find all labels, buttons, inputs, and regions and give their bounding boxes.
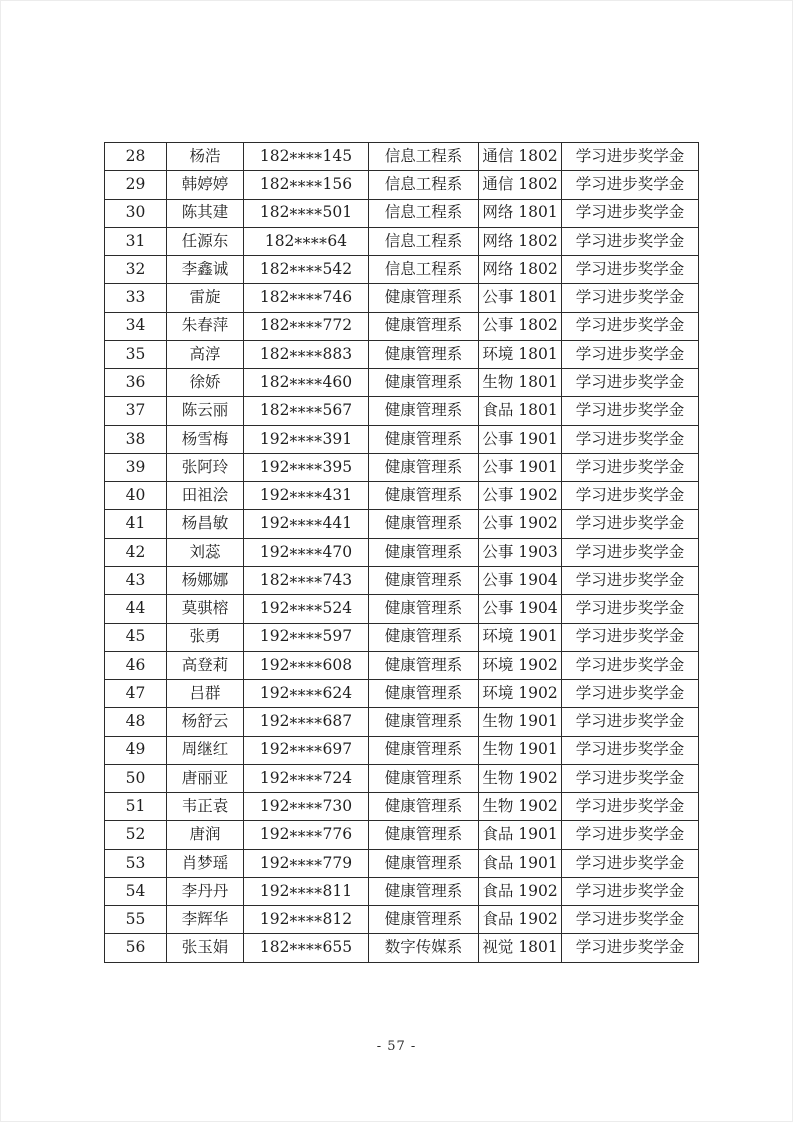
cell-no: 36 bbox=[105, 369, 167, 397]
cell-department: 信息工程系 bbox=[369, 171, 479, 199]
table-row bbox=[105, 143, 699, 171]
cell-class: 公事 1901 bbox=[479, 425, 562, 453]
cell-department: 信息工程系 bbox=[369, 227, 479, 255]
cell-class: 生物 1901 bbox=[479, 736, 562, 764]
cell-student_id: 192****776 bbox=[244, 821, 369, 849]
cell-no: 40 bbox=[105, 482, 167, 510]
table-row bbox=[105, 566, 699, 594]
cell-student_id: 182****743 bbox=[244, 566, 369, 594]
cell-class: 公事 1904 bbox=[479, 566, 562, 594]
cell-award: 学习进步奖学金 bbox=[562, 143, 699, 171]
cell-student_id: 192****697 bbox=[244, 736, 369, 764]
table-row bbox=[105, 538, 699, 566]
cell-student_id: 192****597 bbox=[244, 623, 369, 651]
cell-no: 31 bbox=[105, 227, 167, 255]
cell-award: 学习进步奖学金 bbox=[562, 227, 699, 255]
cell-award: 学习进步奖学金 bbox=[562, 340, 699, 368]
table-row bbox=[105, 934, 699, 963]
cell-name: 刘蕊 bbox=[167, 538, 244, 566]
cell-class: 生物 1902 bbox=[479, 764, 562, 792]
cell-award: 学习进步奖学金 bbox=[562, 566, 699, 594]
cell-department: 健康管理系 bbox=[369, 453, 479, 481]
table-row bbox=[105, 397, 699, 425]
cell-no: 37 bbox=[105, 397, 167, 425]
cell-name: 杨舒云 bbox=[167, 708, 244, 736]
cell-award: 学习进步奖学金 bbox=[562, 256, 699, 284]
cell-class: 生物 1801 bbox=[479, 369, 562, 397]
cell-award: 学习进步奖学金 bbox=[562, 284, 699, 312]
cell-department: 健康管理系 bbox=[369, 595, 479, 623]
cell-student_id: 182****746 bbox=[244, 284, 369, 312]
table-row bbox=[105, 736, 699, 764]
cell-award: 学习进步奖学金 bbox=[562, 708, 699, 736]
table-row bbox=[105, 199, 699, 227]
cell-name: 张阿玲 bbox=[167, 453, 244, 481]
cell-no: 32 bbox=[105, 256, 167, 284]
cell-name: 李丹丹 bbox=[167, 877, 244, 905]
cell-class: 食品 1901 bbox=[479, 849, 562, 877]
cell-name: 陈其建 bbox=[167, 199, 244, 227]
table-row bbox=[105, 284, 699, 312]
cell-no: 33 bbox=[105, 284, 167, 312]
cell-name: 田祖浍 bbox=[167, 482, 244, 510]
cell-student_id: 182****772 bbox=[244, 312, 369, 340]
table-row bbox=[105, 256, 699, 284]
cell-award: 学习进步奖学金 bbox=[562, 425, 699, 453]
cell-department: 健康管理系 bbox=[369, 340, 479, 368]
cell-no: 42 bbox=[105, 538, 167, 566]
cell-student_id: 182****542 bbox=[244, 256, 369, 284]
cell-department: 信息工程系 bbox=[369, 199, 479, 227]
cell-award: 学习进步奖学金 bbox=[562, 934, 699, 963]
table-row bbox=[105, 595, 699, 623]
table-row bbox=[105, 171, 699, 199]
cell-name: 朱春萍 bbox=[167, 312, 244, 340]
cell-no: 51 bbox=[105, 793, 167, 821]
cell-name: 韦正袁 bbox=[167, 793, 244, 821]
cell-department: 健康管理系 bbox=[369, 708, 479, 736]
table-row bbox=[105, 764, 699, 792]
cell-department: 健康管理系 bbox=[369, 566, 479, 594]
cell-student_id: 192****441 bbox=[244, 510, 369, 538]
cell-name: 肖梦瑶 bbox=[167, 849, 244, 877]
cell-class: 环境 1901 bbox=[479, 623, 562, 651]
cell-no: 53 bbox=[105, 849, 167, 877]
cell-award: 学习进步奖学金 bbox=[562, 623, 699, 651]
cell-department: 健康管理系 bbox=[369, 538, 479, 566]
table-row bbox=[105, 425, 699, 453]
table-row bbox=[105, 369, 699, 397]
cell-class: 公事 1902 bbox=[479, 482, 562, 510]
cell-no: 55 bbox=[105, 906, 167, 934]
cell-department: 健康管理系 bbox=[369, 651, 479, 679]
cell-name: 李辉华 bbox=[167, 906, 244, 934]
cell-name: 任源东 bbox=[167, 227, 244, 255]
cell-department: 健康管理系 bbox=[369, 793, 479, 821]
cell-no: 29 bbox=[105, 171, 167, 199]
cell-no: 46 bbox=[105, 651, 167, 679]
table-row bbox=[105, 340, 699, 368]
cell-department: 健康管理系 bbox=[369, 877, 479, 905]
cell-class: 环境 1902 bbox=[479, 680, 562, 708]
cell-class: 网络 1801 bbox=[479, 199, 562, 227]
cell-student_id: 192****779 bbox=[244, 849, 369, 877]
cell-class: 公事 1904 bbox=[479, 595, 562, 623]
cell-student_id: 182****460 bbox=[244, 369, 369, 397]
cell-no: 35 bbox=[105, 340, 167, 368]
cell-award: 学习进步奖学金 bbox=[562, 764, 699, 792]
cell-student_id: 182****567 bbox=[244, 397, 369, 425]
table-row bbox=[105, 482, 699, 510]
cell-name: 莫骐榕 bbox=[167, 595, 244, 623]
cell-class: 视觉 1801 bbox=[479, 934, 562, 963]
cell-award: 学习进步奖学金 bbox=[562, 651, 699, 679]
cell-department: 健康管理系 bbox=[369, 312, 479, 340]
cell-name: 高登莉 bbox=[167, 651, 244, 679]
cell-student_id: 182****883 bbox=[244, 340, 369, 368]
cell-no: 39 bbox=[105, 453, 167, 481]
cell-class: 网络 1802 bbox=[479, 227, 562, 255]
cell-department: 信息工程系 bbox=[369, 143, 479, 171]
cell-department: 健康管理系 bbox=[369, 482, 479, 510]
cell-name: 雷旋 bbox=[167, 284, 244, 312]
cell-student_id: 182****501 bbox=[244, 199, 369, 227]
cell-class: 网络 1802 bbox=[479, 256, 562, 284]
cell-class: 公事 1802 bbox=[479, 312, 562, 340]
cell-department: 健康管理系 bbox=[369, 397, 479, 425]
cell-no: 38 bbox=[105, 425, 167, 453]
cell-class: 食品 1901 bbox=[479, 821, 562, 849]
cell-student_id: 192****608 bbox=[244, 651, 369, 679]
cell-name: 唐润 bbox=[167, 821, 244, 849]
cell-no: 47 bbox=[105, 680, 167, 708]
cell-name: 高淳 bbox=[167, 340, 244, 368]
cell-department: 健康管理系 bbox=[369, 425, 479, 453]
table-row bbox=[105, 849, 699, 877]
table-row bbox=[105, 312, 699, 340]
cell-class: 生物 1901 bbox=[479, 708, 562, 736]
cell-class: 环境 1801 bbox=[479, 340, 562, 368]
cell-award: 学习进步奖学金 bbox=[562, 171, 699, 199]
table-row bbox=[105, 708, 699, 736]
cell-award: 学习进步奖学金 bbox=[562, 538, 699, 566]
cell-award: 学习进步奖学金 bbox=[562, 312, 699, 340]
cell-department: 健康管理系 bbox=[369, 680, 479, 708]
cell-no: 44 bbox=[105, 595, 167, 623]
cell-class: 公事 1902 bbox=[479, 510, 562, 538]
cell-award: 学习进步奖学金 bbox=[562, 453, 699, 481]
cell-no: 50 bbox=[105, 764, 167, 792]
cell-student_id: 192****730 bbox=[244, 793, 369, 821]
cell-class: 生物 1902 bbox=[479, 793, 562, 821]
cell-class: 公事 1903 bbox=[479, 538, 562, 566]
cell-department: 信息工程系 bbox=[369, 256, 479, 284]
cell-award: 学习进步奖学金 bbox=[562, 369, 699, 397]
cell-student_id: 192****687 bbox=[244, 708, 369, 736]
cell-name: 周继红 bbox=[167, 736, 244, 764]
scholarship-table bbox=[104, 142, 699, 963]
cell-department: 健康管理系 bbox=[369, 623, 479, 651]
cell-name: 李鑫诚 bbox=[167, 256, 244, 284]
cell-no: 52 bbox=[105, 821, 167, 849]
cell-department: 健康管理系 bbox=[369, 764, 479, 792]
cell-class: 环境 1902 bbox=[479, 651, 562, 679]
cell-name: 杨浩 bbox=[167, 143, 244, 171]
cell-department: 健康管理系 bbox=[369, 736, 479, 764]
cell-student_id: 192****812 bbox=[244, 906, 369, 934]
cell-award: 学习进步奖学金 bbox=[562, 877, 699, 905]
table-row bbox=[105, 906, 699, 934]
table-row bbox=[105, 510, 699, 538]
cell-student_id: 192****811 bbox=[244, 877, 369, 905]
cell-no: 54 bbox=[105, 877, 167, 905]
cell-name: 杨雪梅 bbox=[167, 425, 244, 453]
cell-no: 49 bbox=[105, 736, 167, 764]
table-row bbox=[105, 821, 699, 849]
table-row bbox=[105, 793, 699, 821]
cell-name: 杨昌敏 bbox=[167, 510, 244, 538]
table-row bbox=[105, 877, 699, 905]
cell-student_id: 192****431 bbox=[244, 482, 369, 510]
cell-name: 杨娜娜 bbox=[167, 566, 244, 594]
cell-no: 34 bbox=[105, 312, 167, 340]
cell-department: 健康管理系 bbox=[369, 369, 479, 397]
table-row bbox=[105, 680, 699, 708]
cell-student_id: 182****145 bbox=[244, 143, 369, 171]
cell-class: 公事 1801 bbox=[479, 284, 562, 312]
cell-name: 韩婷婷 bbox=[167, 171, 244, 199]
cell-no: 48 bbox=[105, 708, 167, 736]
cell-no: 28 bbox=[105, 143, 167, 171]
cell-name: 张玉娟 bbox=[167, 934, 244, 963]
cell-class: 食品 1801 bbox=[479, 397, 562, 425]
table-row bbox=[105, 651, 699, 679]
cell-award: 学习进步奖学金 bbox=[562, 736, 699, 764]
cell-no: 56 bbox=[105, 934, 167, 963]
cell-name: 唐丽亚 bbox=[167, 764, 244, 792]
cell-award: 学习进步奖学金 bbox=[562, 849, 699, 877]
table-row bbox=[105, 453, 699, 481]
cell-award: 学习进步奖学金 bbox=[562, 397, 699, 425]
cell-student_id: 182****655 bbox=[244, 934, 369, 963]
cell-student_id: 182****156 bbox=[244, 171, 369, 199]
cell-student_id: 192****524 bbox=[244, 595, 369, 623]
cell-award: 学习进步奖学金 bbox=[562, 595, 699, 623]
cell-student_id: 192****724 bbox=[244, 764, 369, 792]
cell-award: 学习进步奖学金 bbox=[562, 510, 699, 538]
cell-name: 陈云丽 bbox=[167, 397, 244, 425]
cell-department: 健康管理系 bbox=[369, 849, 479, 877]
cell-class: 食品 1902 bbox=[479, 906, 562, 934]
cell-no: 43 bbox=[105, 566, 167, 594]
cell-department: 健康管理系 bbox=[369, 821, 479, 849]
cell-name: 张勇 bbox=[167, 623, 244, 651]
table-body bbox=[105, 143, 699, 963]
cell-award: 学习进步奖学金 bbox=[562, 793, 699, 821]
cell-class: 通信 1802 bbox=[479, 143, 562, 171]
cell-no: 45 bbox=[105, 623, 167, 651]
cell-class: 公事 1901 bbox=[479, 453, 562, 481]
cell-department: 健康管理系 bbox=[369, 284, 479, 312]
cell-no: 30 bbox=[105, 199, 167, 227]
cell-class: 食品 1902 bbox=[479, 877, 562, 905]
cell-award: 学习进步奖学金 bbox=[562, 821, 699, 849]
cell-award: 学习进步奖学金 bbox=[562, 906, 699, 934]
cell-department: 健康管理系 bbox=[369, 906, 479, 934]
cell-award: 学习进步奖学金 bbox=[562, 199, 699, 227]
cell-class: 通信 1802 bbox=[479, 171, 562, 199]
cell-department: 健康管理系 bbox=[369, 510, 479, 538]
cell-student_id: 192****395 bbox=[244, 453, 369, 481]
table-row bbox=[105, 227, 699, 255]
cell-student_id: 192****470 bbox=[244, 538, 369, 566]
cell-name: 吕群 bbox=[167, 680, 244, 708]
cell-no: 41 bbox=[105, 510, 167, 538]
cell-award: 学习进步奖学金 bbox=[562, 680, 699, 708]
cell-student_id: 192****391 bbox=[244, 425, 369, 453]
cell-student_id: 182****64 bbox=[244, 227, 369, 255]
cell-award: 学习进步奖学金 bbox=[562, 482, 699, 510]
page-number: - 57 - bbox=[376, 1039, 417, 1054]
cell-department: 数字传媒系 bbox=[369, 934, 479, 963]
table-row bbox=[105, 623, 699, 651]
cell-name: 徐娇 bbox=[167, 369, 244, 397]
cell-student_id: 192****624 bbox=[244, 680, 369, 708]
